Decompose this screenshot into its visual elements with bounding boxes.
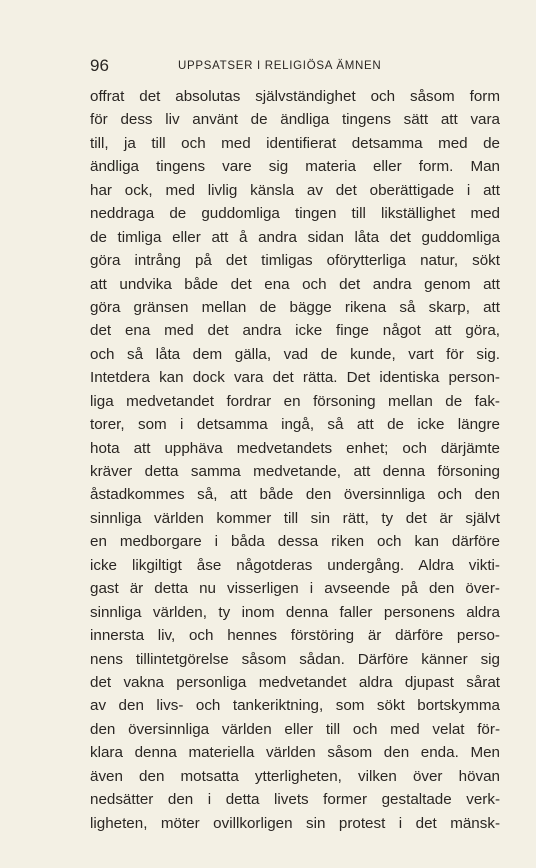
text-line: gast är detta nu visserligen i avseende på den över- xyxy=(90,580,500,598)
page-header xyxy=(90,55,500,79)
text-line: icke likgiltigt åse någotderas undergång. Aldra vikti- xyxy=(90,556,500,574)
text-line: nens tillintetgörelse såsom sådan. Därföre känner sig xyxy=(90,650,500,668)
running-title: UPPSATSER I RELIGIÖSA ÄMNEN xyxy=(178,60,382,72)
text-line: har ock, med livlig känsla av det oberättigade i att xyxy=(90,181,500,199)
text-line: torer, som i detsamma ingå, så att de icke längre xyxy=(90,416,500,434)
text-line: en medborgare i båda dessa riken och kan därföre xyxy=(90,533,500,551)
text-line: kräver detta samma medvetande, att denna försoning xyxy=(90,463,500,480)
text-line: även den motsatta ytterligheten, vilken över hövan xyxy=(90,767,500,785)
text-line: innersta liv, och hennes förstöring är därföre perso- xyxy=(90,627,500,645)
text-line: ändliga tingens vare sig materia eller form. Man xyxy=(90,158,500,176)
text-line: den översinnliga världen eller till och med velat för- xyxy=(90,720,500,738)
text-line: sinnliga världen kommer till sin rätt, ty det är självt xyxy=(90,509,500,527)
text-line: det vakna personliga medvetandet aldra djupast sårat xyxy=(90,673,500,691)
text-line: för dess liv använt de ändliga tingens sätt att vara xyxy=(90,111,500,129)
body-text xyxy=(90,85,500,835)
text-line: göra gränsen mellan de bägge rikena så skarp, att xyxy=(90,298,500,316)
text-line: till, ja till och med identifierat detsamma med de xyxy=(90,134,500,152)
text-line: Intetdera kan dock vara det rätta. Det identiska person- xyxy=(90,369,500,387)
text-line: klara denna materiella världen såsom den enda. Men xyxy=(90,744,500,762)
text-line: offrat det absolutas självständighet och såsom form xyxy=(90,88,500,105)
text-line: göra intrång på det timligas oförytterliga natur, sökt xyxy=(90,252,500,270)
text-line: åstadkommes så, att både den översinnliga och den xyxy=(90,486,500,504)
text-line: neddraga de guddomliga tingen till likställighet med xyxy=(90,205,500,223)
text-line: ligheten, möter ovillkorligen sin protest i det mänsk- xyxy=(90,814,500,832)
page-number: 96 xyxy=(90,56,109,75)
text-line: att undvika både det ena och det andra genom att xyxy=(90,275,500,293)
text-line: och så låta dem gälla, vad de kunde, vart för sig. xyxy=(90,345,500,363)
text-line: hota att upphäva medvetandets enhet; och därjämte xyxy=(90,439,500,457)
text-line: nedsätter den i detta livets former gestaltade verk- xyxy=(90,791,500,809)
text-line: av den livs- och tankeriktning, som sökt bortskymma xyxy=(90,697,500,715)
text-line: det ena med det andra icke finge något att göra, xyxy=(90,322,500,340)
text-line: liga medvetandet fordrar en försoning mellan de fak- xyxy=(90,392,500,410)
text-line: sinnliga världen, ty inom denna faller personens aldra xyxy=(90,603,500,621)
text-line: de timliga eller att å andra sidan låta det guddomliga xyxy=(90,228,500,246)
